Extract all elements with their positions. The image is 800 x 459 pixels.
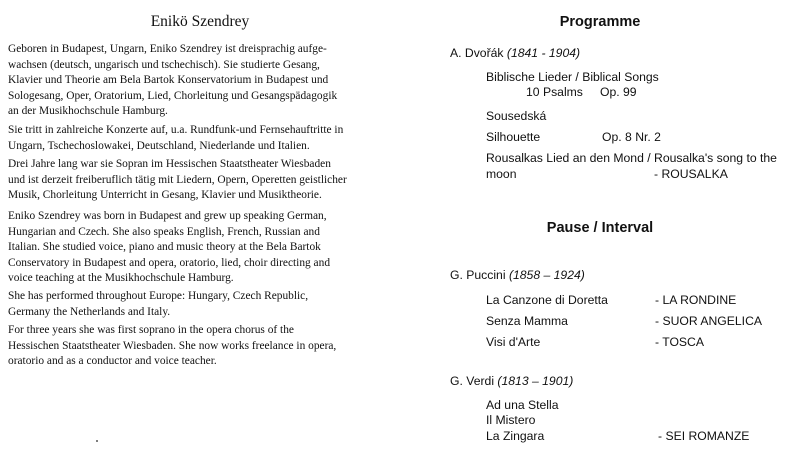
bio-line: Eniko Szendrey was born in Budapest and grew up speaking German, xyxy=(8,210,327,222)
composer-dates: (1813 – 1901) xyxy=(497,374,574,388)
bio-line: Hungarian and Czech. She also speaks English, French, Russian and xyxy=(8,225,320,238)
piece-silhouette-opus: Op. 8 Nr. 2 xyxy=(602,130,661,144)
piece-doretta: La Canzone di Doretta xyxy=(486,293,608,307)
piece-senza-mamma: Senza Mamma xyxy=(486,314,568,328)
composer-name: G. Puccini xyxy=(450,268,506,282)
bio-line: Italian. She studied voice, piano and music theory at the Bela Bartok xyxy=(8,241,321,254)
piece-il-mistero: Il Mistero xyxy=(486,413,536,427)
piece-visi-darte: Visi d'Arte xyxy=(486,335,541,349)
piece-psalms-opus: Op. 99 xyxy=(600,85,637,99)
bio-line: Ungarn, Tschechoslowakei, Deutschland, Niederlande und Italien. xyxy=(8,139,310,152)
bio-paragraph-en-1 xyxy=(8,209,392,287)
composer-dvorak xyxy=(450,45,580,61)
piece-biblical-songs: Biblische Lieder / Biblical Songs xyxy=(486,70,659,84)
bio-line: Sologesang, Oper, Oratorium, Lied, Chorleitung und Gesangspädagogik xyxy=(8,89,338,102)
bio-paragraph-en-2 xyxy=(8,289,392,320)
bio-line: For three years she was first soprano in the opera chorus of the xyxy=(8,324,294,336)
bio-line: Drei Jahre lang war sie Sopran im Hessischen Staatstheater Wiesbaden xyxy=(8,158,331,170)
piece-silhouette: Silhouette xyxy=(486,130,541,144)
composer-dates: (1858 – 1924) xyxy=(508,268,585,282)
bio-line: Musik, Chorleitung Unterricht in Gesang, Klavier und Musiktheorie. xyxy=(8,189,322,202)
bio-paragraph-de-3 xyxy=(8,157,392,204)
biography-column xyxy=(8,0,392,459)
bio-paragraph-en-3 xyxy=(8,323,392,370)
composer-name: A. Dvořák xyxy=(450,46,504,60)
bio-line: Geboren in Budapest, Ungarn, Eniko Szendrey ist dreisprachig aufge- xyxy=(8,43,327,55)
programme-column xyxy=(400,0,800,459)
programme-title: Programme xyxy=(559,14,641,30)
piece-rusalka-cont: moon xyxy=(486,167,517,181)
bio-line: She has performed throughout Europe: Hungary, Czech Republic, xyxy=(8,290,309,302)
bio-line: Klavier und Theorie am Bela Bartok Konservatorium in Budapest und xyxy=(8,74,329,87)
piece-psalms: 10 Psalms xyxy=(526,85,583,99)
interval-heading: Pause / Interval xyxy=(546,220,654,236)
composer-verdi xyxy=(450,373,573,389)
opera-la-rondine: - LA RONDINE xyxy=(655,293,737,307)
singer-name: Enikö Szendrey xyxy=(150,13,250,30)
piece-sousedska: Sousedská xyxy=(486,109,547,123)
bio-line: und ist derzeit freiberuflich tätig mit Liedern, Opern, Operetten geistlicher xyxy=(8,173,347,186)
composer-puccini xyxy=(450,267,585,283)
bio-line: Conservatory in Budapest and opera, oratorio, lied, choir directing and xyxy=(8,256,331,269)
bio-line: Germany the Netherlands and Italy. xyxy=(8,305,171,318)
bio-paragraph-de-1 xyxy=(8,42,392,120)
opera-suor-angelica: - SUOR ANGELICA xyxy=(655,314,763,328)
opera-rusalka: - ROUSALKA xyxy=(654,167,728,181)
opera-tosca: - TOSCA xyxy=(655,335,704,349)
bio-line: Hessischen Staatstheater Wiesbaden. She now works freelance in opera, xyxy=(8,339,337,352)
bio-line: an der Musikhochschule Hamburg. xyxy=(8,105,168,118)
piece-la-zingara: La Zingara xyxy=(486,429,545,443)
work-sei-romanze: - SEI ROMANZE xyxy=(658,429,750,443)
bio-paragraph-de-2 xyxy=(8,123,392,154)
bio-line: Sie tritt in zahlreiche Konzerte auf, u.a. Rundfunk-und Fernsehauftritte in xyxy=(8,124,344,136)
composer-dates: (1841 - 1904) xyxy=(506,46,581,60)
print-speck xyxy=(96,440,98,442)
bio-line: oratorio and as a conductor and voice teacher. xyxy=(8,355,217,368)
piece-rusalka: Rousalkas Lied an den Mond / Rousalka's song to the xyxy=(486,151,777,165)
bio-line: voice teaching at the Musikhochschule Hamburg. xyxy=(8,272,234,285)
bio-line: wachsen (deutsch, ungarisch und tschechisch). Sie studierte Gesang, xyxy=(8,58,320,71)
composer-name: G. Verdi xyxy=(450,374,495,388)
piece-ad-una-stella: Ad una Stella xyxy=(486,398,559,412)
